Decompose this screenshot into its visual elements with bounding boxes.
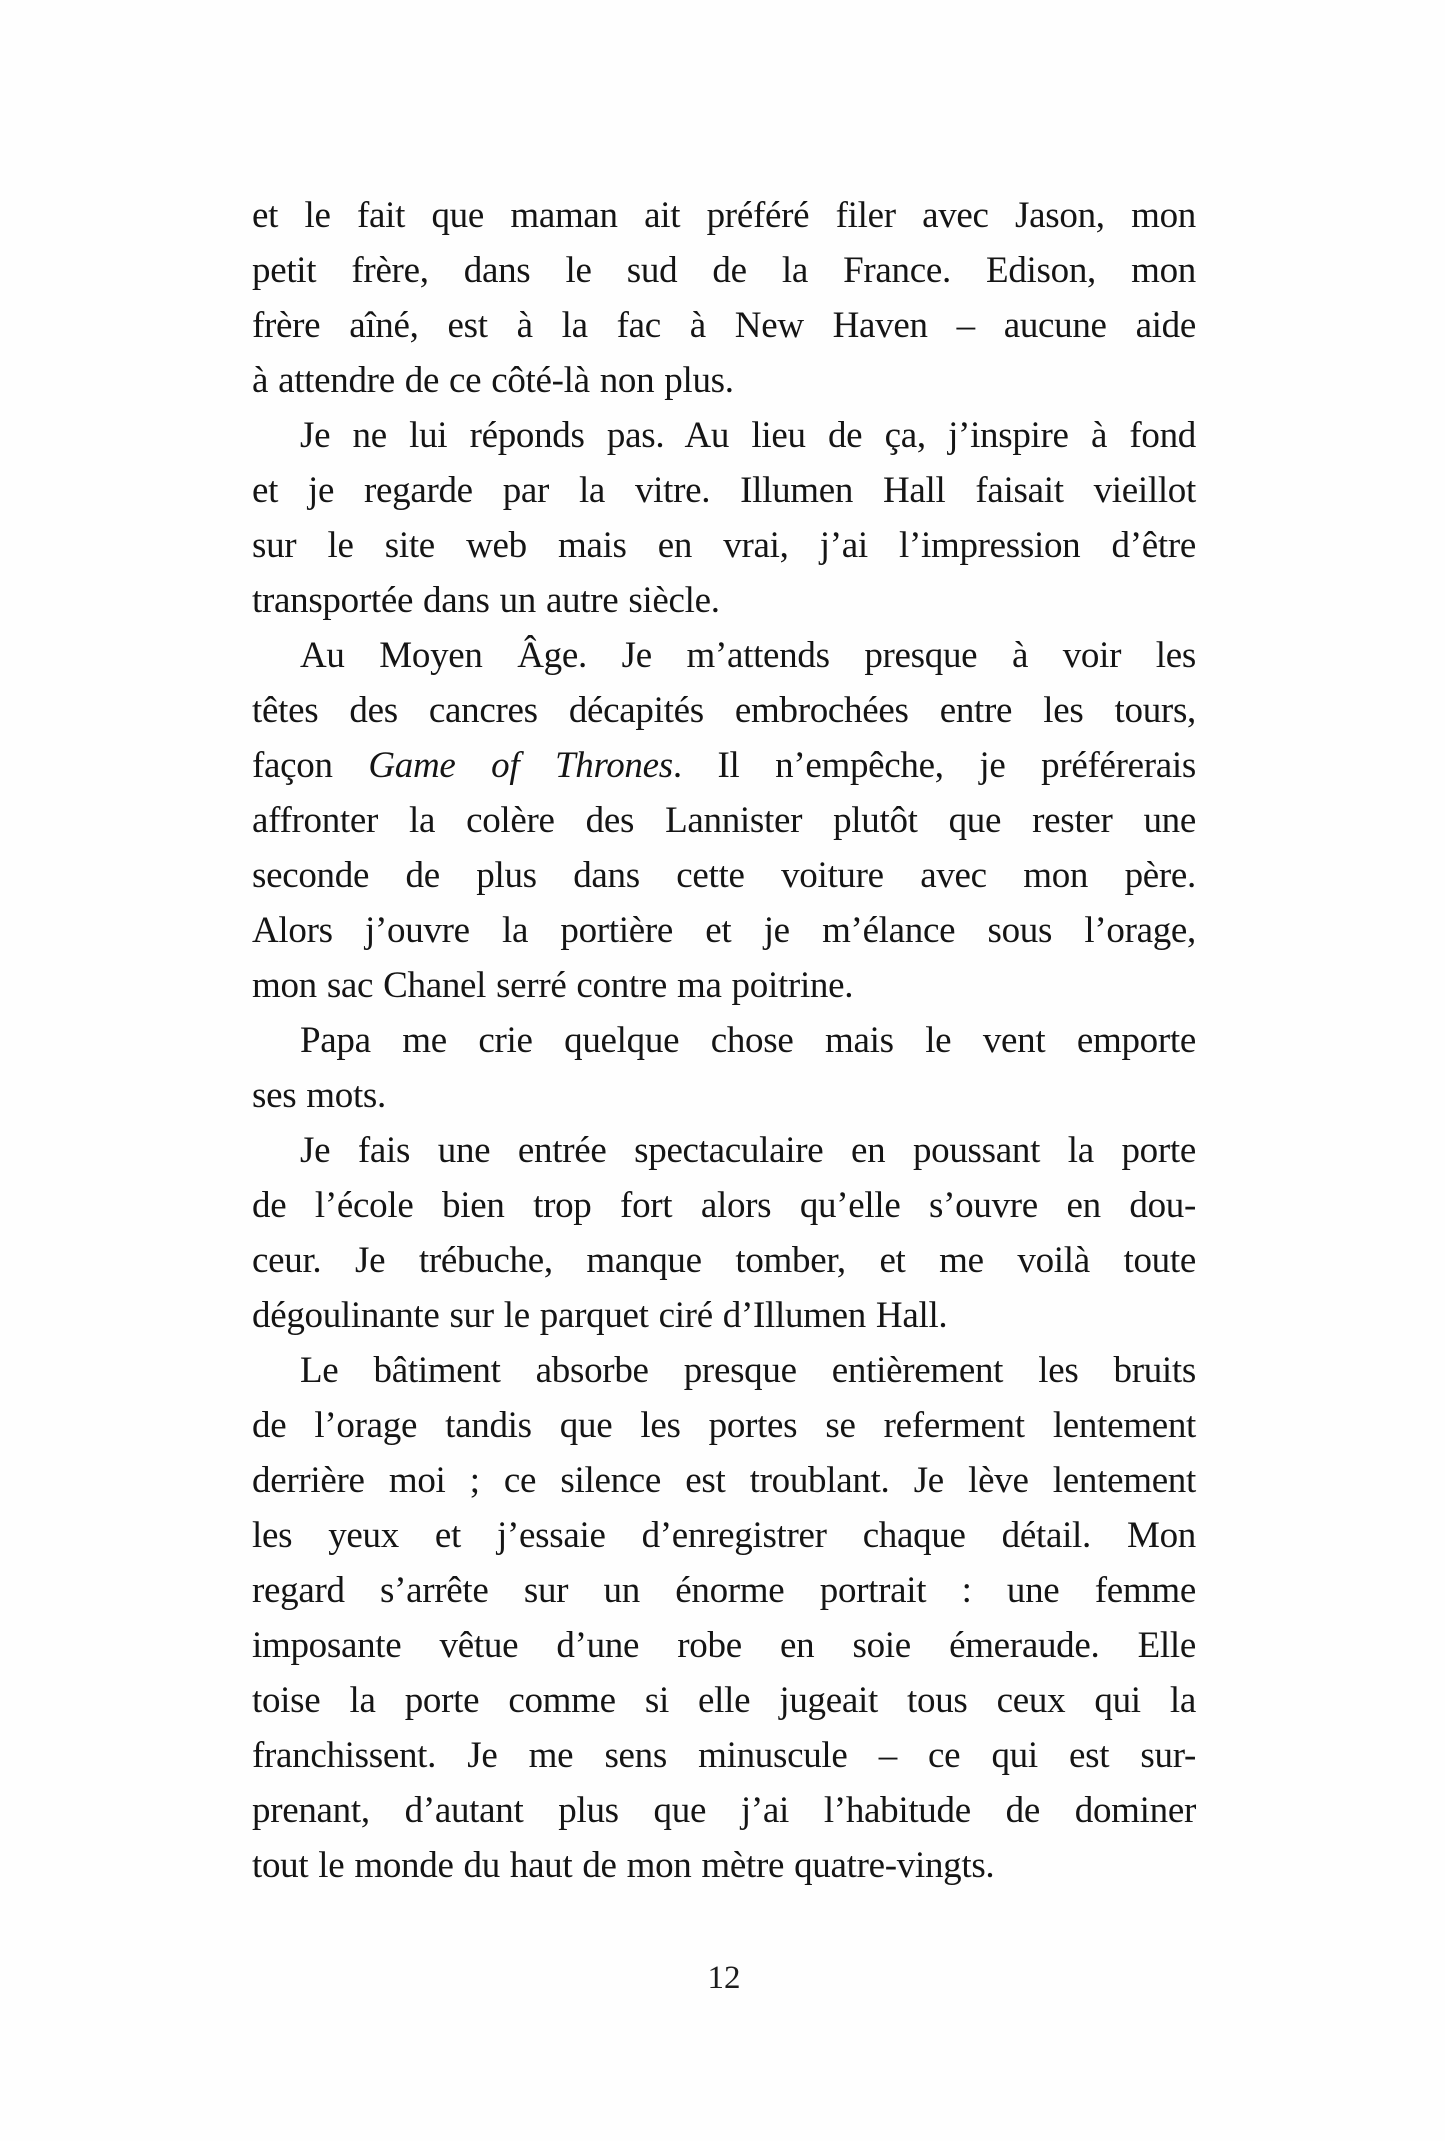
text-line: petit frère, dans le sud de la France. Edison, mon [252, 250, 1196, 291]
text-line: regard s’arrête sur un énorme portrait : une femme [252, 1570, 1196, 1611]
text-line: derrière moi ; ce silence est troublant. Je lève lentement [252, 1460, 1196, 1501]
page-text [252, 188, 1196, 1893]
text-line: façon Game of Thrones. Il n’empêche, je préférerais [252, 745, 1196, 786]
text-line: têtes des cancres décapités embrochées entre les tours, [252, 690, 1196, 731]
paragraph [252, 188, 1196, 408]
text-line: tout le monde du haut de mon mètre quatre-vingts. [252, 1845, 995, 1886]
text-line: à attendre de ce côté-là non plus. [252, 360, 734, 401]
text-line: seconde de plus dans cette voiture avec mon père. [252, 855, 1196, 896]
text-line: Le bâtiment absorbe presque entièrement les bruits [300, 1350, 1196, 1391]
paragraph [252, 628, 1196, 1013]
text-line: et je regarde par la vitre. Illumen Hall faisait vieillot [252, 470, 1196, 511]
text-line: et le fait que maman ait préféré filer avec Jason, mon [252, 195, 1196, 236]
text-line: frère aîné, est à la fac à New Haven – aucune aide [252, 305, 1196, 346]
text-line: transportée dans un autre siècle. [252, 580, 720, 621]
text-line: affronter la colère des Lannister plutôt que rester une [252, 800, 1196, 841]
page-number: 12 [707, 1960, 741, 1996]
paragraph [252, 1013, 1196, 1123]
text-line: toise la porte comme si elle jugeait tous ceux qui la [252, 1680, 1196, 1721]
text-line: les yeux et j’essaie d’enregistrer chaque détail. Mon [252, 1515, 1196, 1556]
text-line: de l’école bien trop fort alors qu’elle s’ouvre en dou- [252, 1185, 1196, 1226]
text-line: Au Moyen Âge. Je m’attends presque à voir les [300, 635, 1196, 676]
text-line: dégoulinante sur le parquet ciré d’Illumen Hall. [252, 1295, 948, 1336]
text-line: Alors j’ouvre la portière et je m’élance sous l’orage, [252, 910, 1196, 951]
text-line: Je fais une entrée spectaculaire en poussant la porte [300, 1130, 1196, 1171]
text-line: imposante vêtue d’une robe en soie émeraude. Elle [252, 1625, 1196, 1666]
text-line: ceur. Je trébuche, manque tomber, et me voilà toute [252, 1240, 1196, 1281]
paragraph [252, 408, 1196, 628]
text-line: prenant, d’autant plus que j’ai l’habitude de dominer [252, 1790, 1196, 1831]
text-line: ses mots. [252, 1075, 386, 1116]
text-line: mon sac Chanel serré contre ma poitrine. [252, 965, 854, 1006]
text-line: sur le site web mais en vrai, j’ai l’impression d’être [252, 525, 1196, 566]
text-line: de l’orage tandis que les portes se referment lentement [252, 1405, 1196, 1446]
text-line: Papa me crie quelque chose mais le vent emporte [300, 1020, 1196, 1061]
paragraph [252, 1123, 1196, 1343]
text-line: franchissent. Je me sens minuscule – ce qui est sur- [252, 1735, 1196, 1776]
text-line: Je ne lui réponds pas. Au lieu de ça, j’inspire à fond [300, 415, 1196, 456]
paragraph [252, 1343, 1196, 1893]
